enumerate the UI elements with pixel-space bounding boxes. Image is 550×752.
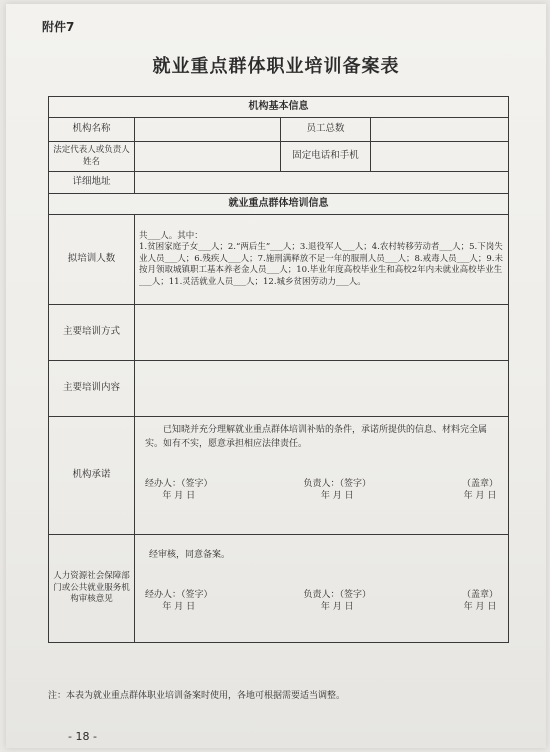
review-handler-sign[interactable]: 经办人：（签字） xyxy=(145,590,213,601)
review-handler-date: 年 月 日 xyxy=(162,602,196,613)
section-basic-info: 机构基本信息 xyxy=(49,97,509,118)
promise-handler-sign[interactable]: 经办人：（签字） xyxy=(145,478,213,489)
legal-rep-field[interactable] xyxy=(135,142,281,172)
review-seal[interactable]: （盖章） xyxy=(461,590,498,601)
promise-seal-date: 年 月 日 xyxy=(463,490,497,501)
address-field[interactable] xyxy=(135,172,509,194)
attachment-label: 附件7 xyxy=(42,20,75,34)
promise-label: 机构承诺 xyxy=(49,417,135,535)
promise-signature-row xyxy=(139,478,504,502)
promise-handler-date: 年 月 日 xyxy=(162,490,196,501)
staff-total-field[interactable] xyxy=(371,118,509,142)
promise-text: 已知晓并充分理解就业重点群体培训补贴的条件，承诺所提供的信息、材料完全属实。如有不实，愿意承担相应法律责任。 xyxy=(145,425,488,450)
planned-total-line: 共___人。其中： xyxy=(139,230,203,241)
planned-trainees-label: 拟培训人数 xyxy=(49,215,135,305)
promise-leader-sign[interactable]: 负责人：（签字） xyxy=(303,478,371,489)
training-method-label: 主要培训方式 xyxy=(49,305,135,361)
review-text: 经审核，同意备案。 xyxy=(149,550,231,560)
review-leader-date: 年 月 日 xyxy=(320,602,354,613)
training-content-field[interactable] xyxy=(135,361,509,417)
review-field xyxy=(135,535,509,643)
review-leader-sign[interactable]: 负责人：（签字） xyxy=(303,590,371,601)
planned-trainees-field[interactable] xyxy=(135,215,509,305)
org-name-label: 机构名称 xyxy=(49,118,135,142)
training-method-field[interactable] xyxy=(135,305,509,361)
fixed-phone-field[interactable] xyxy=(371,142,509,172)
promise-field xyxy=(135,417,509,535)
review-signature-row xyxy=(139,589,504,613)
planned-breakdown-line: 1.贫困家庭子女___人；2.“两后生”___人；3.退役军人___人；4.农村转移劳动者___人；5.下岗失业人员___人；6.残疾人___人；7.施刑满释放不足一年的服刑人员___人；8.戒毒人员___人；9.未按月领取城镇职工基本养老金人员___人；10.毕业年度高校毕业生和高校2年内未就业高校毕业生___人；11.灵活就业人员___人；12.城乡贫困劳动力___人。 xyxy=(139,242,503,287)
footnote: 注：本表为就业重点群体职业培训备案时使用，各地可根据需要适当调整。 xyxy=(48,691,346,701)
promise-seal[interactable]: （盖章） xyxy=(461,478,498,489)
staff-total-label: 员工总数 xyxy=(281,118,371,142)
org-name-field[interactable] xyxy=(135,118,281,142)
page-number: - 18 - xyxy=(68,730,97,743)
training-content-label: 主要培训内容 xyxy=(49,361,135,417)
registration-form-table xyxy=(48,96,509,643)
address-label: 详细地址 xyxy=(49,172,135,194)
document-page xyxy=(6,4,546,748)
page-title: 就业重点群体职业培训备案表 xyxy=(152,56,400,77)
review-seal-date: 年 月 日 xyxy=(463,602,497,613)
legal-rep-label: 法定代表人或负责人姓名 xyxy=(49,142,135,172)
fixed-phone-label: 固定电话和手机 xyxy=(281,142,371,172)
review-label: 人力资源社会保障部门或公共就业服务机构审核意见 xyxy=(49,535,135,643)
section-training-info: 就业重点群体培训信息 xyxy=(49,194,509,215)
promise-leader-date: 年 月 日 xyxy=(320,490,354,501)
